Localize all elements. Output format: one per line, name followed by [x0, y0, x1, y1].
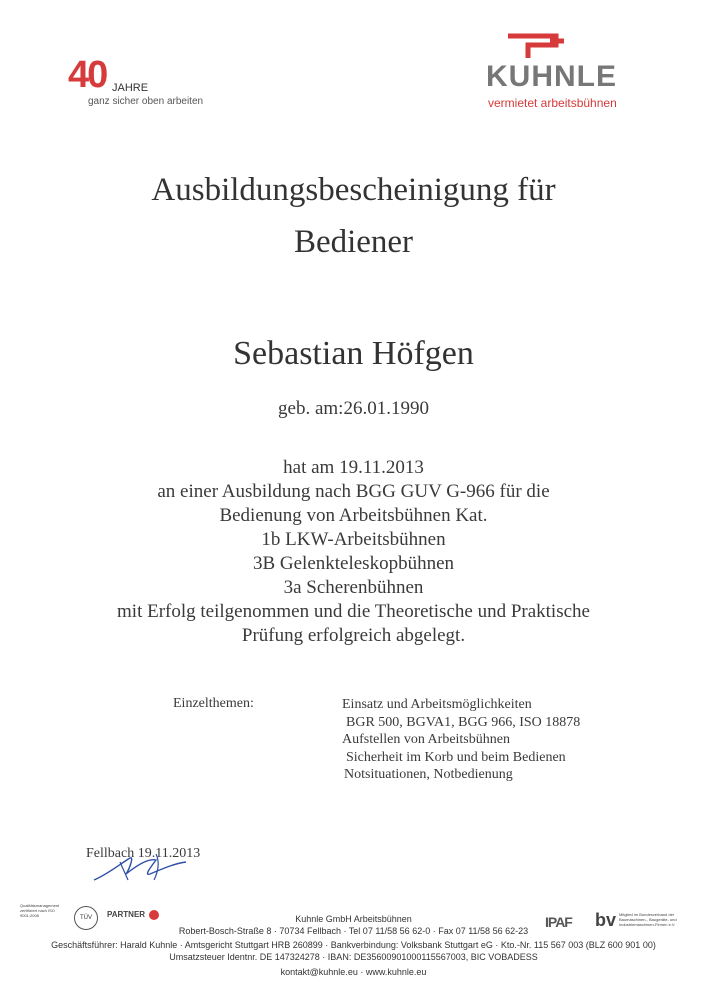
body-line: mit Erfolg teilgenommen und die Theoretische und Praktische [117, 601, 590, 622]
topic-item: Aufstellen von Arbeitsbühnen [342, 732, 510, 747]
topic-item: Sicherheit im Korb und beim Bedienen [346, 749, 566, 765]
bv-membership-text: Mitglied im Bundesverband der Baumaschinen-, Baugeräte- und Industriemaschinen-Firmen e.V. [619, 912, 677, 927]
body-line: hat am 19.11.2013 [283, 457, 424, 478]
footer-registry: Geschäftsführer: Harald Kuhnle · Amtsgericht Stuttgart HRB 260899 · Bankverbindung: Volksbank Stuttgart eG · Kto.-Nr. 115 567 003 (BLZ 600 901 00) [51, 940, 656, 950]
footer-contact[interactable]: kontakt@kuhnle.eu · www.kuhnle.eu [280, 967, 427, 977]
ipaf-logo: IPAF [545, 914, 572, 930]
body-line: Prüfung erfolgreich abgelegt. [241, 625, 466, 646]
body-line: an einer Ausbildung nach BGG GUV G-966 für die [157, 481, 550, 502]
anniversary-slogan: ganz sicher oben arbeiten [88, 96, 204, 107]
anniversary-number: 40 [68, 54, 107, 96]
certificate-title-line1: Ausbildungsbescheinigung für [151, 172, 556, 208]
kuhnle-logo [486, 32, 646, 114]
body-line: 3B Gelenkteleskopbühnen [252, 553, 455, 574]
body-line: Bedienung von Arbeitsbühnen Kat. [219, 505, 488, 526]
iso-certificate-badge: Qualitätsmanagement zertifiziert nach ISO 9001:2008 [20, 903, 60, 918]
brand-tagline: vermietet arbeitsbühnen [488, 96, 617, 110]
certificate-title-line2: Bediener [293, 224, 414, 260]
footer-company: Kuhnle GmbH Arbeitsbühnen [295, 914, 412, 924]
birth-date: geb. am:26.01.1990 [278, 398, 429, 419]
place-date: Fellbach 19.11.2013 [86, 846, 201, 861]
body-line: 1b LKW-Arbeitsbühnen [261, 529, 446, 550]
body-line: 3a Scherenbühnen [283, 577, 424, 598]
bv-logo: bv [595, 910, 617, 930]
topics-list [342, 696, 580, 784]
topic-item: Notsituationen, Notbedienung [344, 767, 513, 782]
partner-label: PARTNER [107, 910, 146, 920]
anniversary-word: JAHRE [112, 82, 149, 94]
platform-mark-icon [504, 32, 568, 62]
footer-tax: Umsatzsteuer Identnr. DE 147324278 · IBAN: DE35600901000115567003, BIC VOBADESS [169, 952, 538, 962]
anniversary-logo [68, 54, 204, 112]
topic-item: BGR 500, BGVA1, BGG 966, ISO 18878 [346, 714, 581, 730]
brand-name: KUHNLE [486, 60, 617, 93]
footer-address: Robert-Bosch-Straße 8 · 70734 Fellbach · Tel 07 11/58 56 62-0 · Fax 07 11/58 56 62-23 [178, 926, 529, 936]
tuv-seal-icon: TÜV [74, 906, 98, 930]
topics-label: Einzelthemen: [173, 696, 254, 711]
topic-item: Einsatz und Arbeitsmöglichkeiten [342, 697, 532, 712]
person-name: Sebastian Höfgen [233, 335, 474, 372]
signature-icon [90, 850, 200, 886]
